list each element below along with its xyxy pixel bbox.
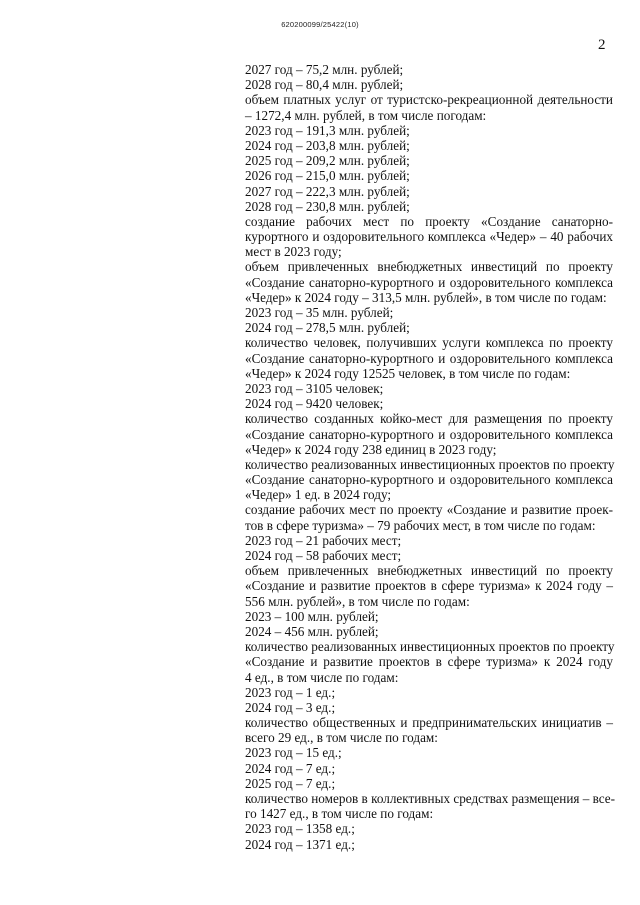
text-line: 2024 год – 203,8 млн. рублей; xyxy=(245,137,410,153)
text-line: 2023 год – 21 рабочих мест; xyxy=(245,532,402,548)
text-line: «Создание санаторно-курортного и оздоровительного комплекса xyxy=(245,350,613,366)
text-line: «Создание санаторно-курортного и оздоровительного комплекса xyxy=(245,426,613,442)
text-line: объем платных услуг от туристско-рекреационной деятельности xyxy=(245,92,613,108)
text-line: 2028 год – 230,8 млн. рублей; xyxy=(245,198,410,214)
text-line: 4 ед., в том числе по годам: xyxy=(245,669,399,685)
text-line: объем привлеченных внебюджетных инвестиций по проекту xyxy=(245,563,613,579)
text-line: 2024 год – 58 рабочих мест; xyxy=(245,548,402,563)
text-line: 2027 год – 222,3 млн. рублей; xyxy=(245,183,410,199)
document-body xyxy=(245,62,616,852)
text-line: количество реализованных инвестиционных проектов по проекту xyxy=(245,639,615,655)
text-line: количество созданных койко-мест для размещения по проекту xyxy=(245,411,613,427)
text-line: «Чедер» к 2024 году 238 единиц в 2023 году; xyxy=(245,441,497,457)
text-line: «Создание санаторно-курортного и оздоровительного комплекса xyxy=(245,472,613,488)
text-line: 2027 год – 75,2 млн. рублей; xyxy=(245,62,404,77)
text-line: 2024 год – 3 ед.; xyxy=(245,699,336,715)
text-line: курортного и оздоровительного комплекса «Чедер» – 40 рабочих xyxy=(245,229,613,245)
text-line: «Создание и развитие проектов в сфере туризма» к 2024 году xyxy=(245,654,613,670)
text-line: 556 млн. рублей», в том числе по годам: xyxy=(245,593,470,609)
page-number: 2 xyxy=(598,37,606,53)
text-line: – 1272,4 млн. рублей, в том числе погодам: xyxy=(245,107,487,123)
text-line: «Чедер» 1 ед. в 2024 году; xyxy=(245,487,392,503)
text-line: «Чедер» к 2024 году 12525 человек, в том числе по годам: xyxy=(245,365,571,381)
text-line: 2023 год – 1 ед.; xyxy=(245,684,336,700)
text-line: 2023 год – 191,3 млн. рублей; xyxy=(245,122,410,138)
text-line: 2028 год – 80,4 млн. рублей; xyxy=(245,77,404,93)
text-line: 2024 – 456 млн. рублей; xyxy=(245,623,379,639)
text-line: создание рабочих мест по проекту «Создание и развитие проек- xyxy=(245,502,613,518)
text-line: 2023 год – 15 ед.; xyxy=(245,745,342,761)
text-line: количество номеров в коллективных средствах размещения – все- xyxy=(245,791,616,806)
text-line: 2025 год – 209,2 млн. рублей; xyxy=(245,153,410,169)
text-line: 2024 год – 7 ед.; xyxy=(245,760,336,776)
text-line: тов в сфере туризма» – 79 рабочих мест, в том числе по годам: xyxy=(245,517,596,533)
text-line: 2024 год – 1371 ед.; xyxy=(245,836,355,852)
text-line: 2024 год – 278,5 млн. рублей; xyxy=(245,320,410,336)
text-line: 2025 год – 7 ед.; xyxy=(245,775,336,791)
text-line: 2024 год – 9420 человек; xyxy=(245,396,384,412)
text-line: всего 29 ед., в том числе по годам: xyxy=(245,730,438,746)
text-line: 2026 год – 215,0 млн. рублей; xyxy=(245,168,410,184)
text-line: 2023 год – 35 млн. рублей; xyxy=(245,305,394,320)
text-line: 2023 год – 3105 человек; xyxy=(245,380,384,396)
text-line: го 1427 ед., в том числе по годам: xyxy=(245,806,434,822)
document-id: 620200099/25422(10) xyxy=(281,20,359,29)
text-line: мест в 2023 году; xyxy=(245,244,342,260)
text-line: «Чедер» к 2024 году – 313,5 млн. рублей», в том числе по годам: xyxy=(245,289,607,305)
text-line: 2023 год – 1358 ед.; xyxy=(245,821,355,837)
text-line: количество общественных и предпринимательских инициатив – xyxy=(245,715,613,731)
text-line: объем привлеченных внебюджетных инвестиций по проекту xyxy=(245,259,613,275)
text-line: количество человек, получивших услуги комплекса по проекту xyxy=(245,335,613,351)
text-line: создание рабочих мест по проекту «Создание санаторно- xyxy=(245,213,613,229)
text-line: количество реализованных инвестиционных проектов по проекту xyxy=(245,456,615,472)
text-line: «Создание санаторно-курортного и оздоровительного комплекса xyxy=(245,274,613,290)
text-line: «Создание и развитие проектов в сфере туризма» к 2024 году – xyxy=(245,578,613,594)
text-line: 2023 – 100 млн. рублей; xyxy=(245,608,379,624)
